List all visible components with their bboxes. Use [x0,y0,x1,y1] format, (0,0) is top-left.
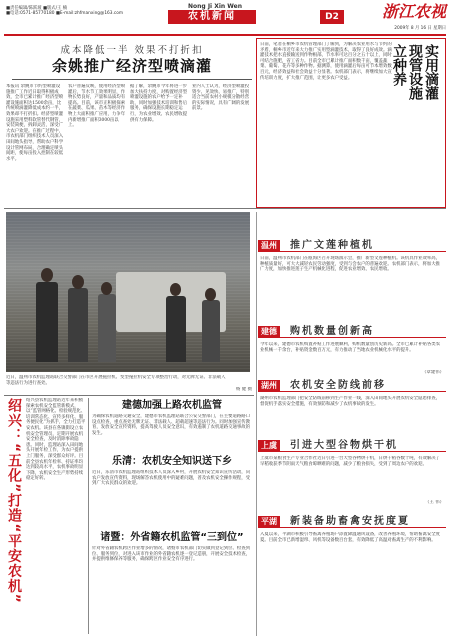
article-title: 新装备助畜禽安抚度夏 [290,516,410,527]
article-body: 针对外省籍农机跨区作业增多的情况，诸暨市农机部门切实做到登记到位、检查到位、服务到位，对进入该市作业的外省籍农机逐一登记造册，开展安全技术检查，并提供维修保养等服务，确保跨区作业安全有序进行。 [92,546,251,563]
photo-figure [36,282,58,362]
region-tag: 平湖 [258,516,280,528]
photo-caption: 近日，温州市农机监理站联合交警部门在市区开展拖拉机、变型拖拉机安全专项整治行动，对无牌无证、非法载人等违法行为进行查处。 [6,375,226,386]
page-code: D2 [320,10,344,24]
editor-line: ■责任编辑/陈跃坡 ■版式/王 楠 [6,6,68,11]
article-body: 入夏以来，平湖市积极引导畜禽养殖场户添置降温通风设备，改善养殖环境，帮助畜禽安全度夏。目前全市已新增湿帘、风机等设备数百台套，有效降低了高温对畜禽生产的不利影响。 [260,532,441,543]
pinyin-label: Nong Ji Xin Wen [188,3,242,10]
lead-title-line2: 现管设施 [407,44,423,100]
article-title: 引进大型谷物烘干机 [290,440,398,451]
region-tag: 温州 [258,240,280,252]
header-rule [4,34,446,36]
article-title: 农机安全防线前移 [290,380,386,391]
article-title: 诸暨：外省籍农机监管“三到位” [100,532,244,543]
article-body: 今年以来，建德市农机购置补贴工作进展顺利，购机数量创历史新高。全市已累计补贴各类农业机械一千余台，补贴资金数百万元，有力推动了当地农业机械化水平的提升。 [260,342,441,353]
header-info [6,6,156,17]
section-banner: 农机新闻 [168,10,256,24]
photo-figure [98,294,116,362]
region-tag: 湖州 [258,380,280,392]
article-body: 湖州市农机监理部门把安全防线前移到生产作业一线，深入田间地头开展农机安全隐患排查，督促机手落实安全措施，有效预防和减少了农机事故的发生。 [260,396,441,407]
left-headline: 绍兴：“五化”打造“平安农机” [6,398,22,604]
photo-credit: 杨 健 摄 [236,387,252,392]
issue-date: 2009年 8 月 16 日 星期日 [394,26,446,31]
lead-title-line1: 实用滴灌 [423,44,439,100]
article-body: 上虞市某粮食生产专业合作社近日引进一台大型谷物烘干机，日烘干稻谷数十吨，有效解决了早稻收获季节阴雨天气粮食晾晒难的问题，减少了粮食损失，受到了周边农户的欢迎。 [260,456,441,467]
right-divider [256,212,257,636]
main-story-col3: 据了解，余姚市今年将进一步加大扶持力度，对购置经济型喷灌设施的农户给予一定补助，同时加强技术培训和售后服务，确保设施长期稳定运行，为农业增效、农民增收提供有力保障。 [130,84,188,123]
article-credit: （王 伟） [425,500,444,505]
lead-title-line3: 立种养 [391,44,407,86]
kicker-rule [12,79,252,80]
news-photo [6,212,250,372]
lead-body: 日前，笔者在桐乡市农机管理部门了解到，为解决农业用水与节约的矛盾，桐乡市近年来大力推广实用型滴灌技术，取得了良好成效。滴灌技术把水直接输送到作物根部，节水率可达百分之五十以上，同时可结合施肥，省工省力。目前全市已累计推广面积数千亩，覆盖蔬菜、葡萄、花卉等多种作物。据测算，使用滴灌后每亩可节本增效数百元，经济效益和社会效益十分显著。农机部门表示，将继续加大宣传培训力度，扩大推广范围，让更多农户受益。 [260,42,392,81]
photo-figure [166,296,186,362]
main-kicker: 成本降低一半 效果不打折扣 [60,45,204,56]
article-title: 购机数量创新高 [290,326,374,337]
main-headline: 余姚推广经济型喷滴灌 [51,57,212,75]
article-body: 为确保农机道路交通安全，建德市农机监理站联合公安交警部门，在主要道路路口设点检查，重点查处无牌无证、非法载人、超载超速等违法行为。同时加强宣传教育，发放安全宣传资料，提高驾驶人员安全意识，有效遏制了农机道路交通事故的发生。 [92,414,251,436]
left-column-body: 绍兴县农机监理站近年来积极探索农机安全监管新模式，以“监管网格化、检验规范化、培训常态化、宣传多样化、服务便民化”为抓手，全力打造平安农机。该县在各镇街设立农机安全管理员，定期开展农机安全检查，及时消除事故隐患。同时，监理站深入田间地头开展年检工作，为农户提供上门服务，深受群众好评。目前全县农机年检率、持证率均达到较高水平，农机事故明显下降，农机安全生产形势持续稳定好转。 [26,398,86,482]
article-title: 乐清：农机安全知识送下乡 [112,456,232,467]
lead-big-title [391,44,444,204]
main-story-col1: 本报讯 余姚市节约型喷灌设施推广工作近日取得积极成效，全市已累计推广经济型喷灌设施面积达1500余亩，比传统喷滴灌降低成本约一半，效果却不打折扣。经济型喷灌设施采用塑料软管替代钢管，安装简便，拆卸灵活，深受广大农户欢迎。在推广过程中，市农机部门组织技术人员深入田间地头指导，帮助农户科学设计管网布局，合理确定喷头间距，使每亩投入控制在较低水平。 [6,84,64,162]
region-tag: 上虞 [258,440,280,452]
article-credit: （章建伟） [422,370,444,375]
column-divider [88,398,89,634]
main-story-col2: 农户普遍反映，使用经济型喷灌后，节水节工效果明显，作物长势良好，产量和品质均有提高。目前，该市正积极探索在蔬菜、瓜果、苗木等经济作物上大面积推广应用，力争年内新增推广面积3000亩以上。 [68,84,126,129]
photo-figure [68,288,88,362]
section-rule-1 [4,208,446,209]
article-body: 近日，乐清市农机监理站组织技术人员深入乡村，开展农机安全知识宣传活动，向农户发放宣传资料，现场解答农机使用中的疑难问题，普及农机安全操作规程，受到广大农民群众的欢迎。 [92,470,251,487]
article-body: 日前，温州市农机部门在瓯海区召开现场演示会，推广新型文莲种植机。该机具作业效率高，种植质量好，可大大减轻农民劳动强度，受到与会农户的普遍欢迎。农机部门表示，将加大推广力度，加快推进莲子生产机械化进程，促进农业增效、农民增收。 [260,256,441,273]
contact-line: ■电话:0571-85770180 ■E-mail:zhfmanxing@163.com [6,11,124,17]
photo-figure [202,300,220,362]
masthead: 浙江农视 [381,2,446,21]
article-title: 推广文莲种植机 [290,240,374,251]
article-title: 建德加强上路农机监管 [122,400,222,411]
section-rule-2 [4,395,254,396]
main-story-col4: 业内人士认为，经济型喷灌投资少、见效快、易推广，特别适合当前农村小规模分散经营的实际情况，具有广阔的发展前景。 [192,84,250,112]
region-tag: 建德 [258,326,280,338]
